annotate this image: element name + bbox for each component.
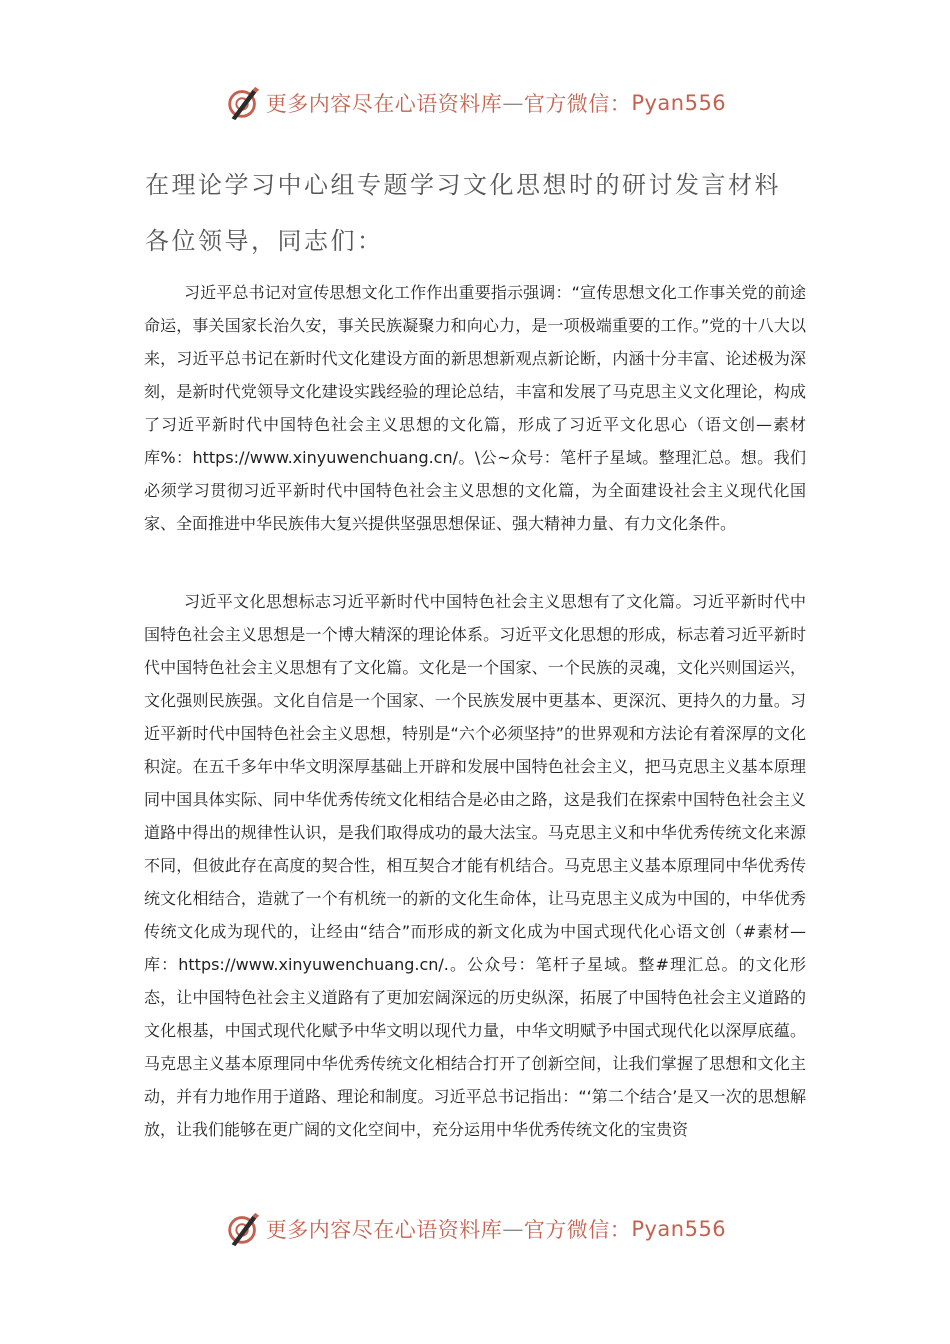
footer-banner: [0, 1209, 950, 1249]
wechat-label: 官方微信：: [523, 1218, 632, 1242]
pen-logo-icon: [224, 84, 262, 122]
wechat-id: Pyan556: [631, 91, 727, 115]
header-banner: [0, 83, 950, 123]
greeting: 各位领导，同志们：: [145, 227, 384, 255]
document-title: 在理论学习中心组专题学习文化思想时的研讨发言材料: [145, 171, 781, 199]
banner-text: 更多内容尽在心语资料库: [265, 1218, 503, 1242]
body-paragraph: 习近平文化思想标志习近平新时代中国特色社会主义思想有了文化篇。习近平新时代中国特色社会主义思想是一个博大精深的理论体系。习近平文化思想的形成，标志着习近平新时代中国特色社会主义思想有了文化篇。文化是一个国家、一个民族的灵魂，文化兴则国运兴，文化强则民族强。文化自信是一个国家、一个民族发展中更基本、更深沉、更持久的力量。习近平新时代中国特色社会主义思想，特别是“六个必须坚持”的世界观和方法论有着深厚的文化积淀。在五千多年中华文明深厚基础上开辟和发展中国特色社会主义，把马克思主义基本原理同中国具体实际、同中华优秀传统文化相结合是必由之路，这是我们在探索中国特色社会主义道路中得出的规律性认识，是我们取得成功的最大法宝。马克思主义和中华优秀传统文化来源不同，但彼此存在高度的契合性，相互契合才能有机结合。马克思主义基本原理同中华优秀传统文化相结合，造就了一个有机统一的新的文化生命体，让马克思主义成为中国的，中华优秀传统文化成为现代的，让经由“结合”而形成的新文化成为中国式现代化心语文创（#素材—库：https://www.xinyuwenchuang.cn/.。公众号：笔杆子星域。整#理汇总。的文化形态，让中国特色社会主义道路有了更加宏阔深远的历史纵深，拓展了中国特色社会主义道路的文化根基，中国式现代化赋予中华文明以现代力量，中华文明赋予中国式现代化以深厚底蕴。马克思主义基本原理同中华优秀传统文化相结合打开了创新空间，让我们掌握了思想和文化主动，并有力地作用于道路、理论和制度。习近平总书记指出：“‘第二个结合’是又一次的思想解放，让我们能够在更广阔的文化空间中，充分运用中华优秀传统文化的宝贵资: [144, 592, 806, 1139]
banner-separator: —: [502, 1217, 524, 1241]
wechat-label: 官方微信：: [523, 92, 632, 116]
body-paragraph: 习近平总书记对宣传思想文化工作作出重要指示强调：“宣传思想文化工作事关党的前途命运，事关国家长治久安，事关民族凝聚力和向心力，是一项极端重要的工作。”党的十八大以来，习近平总书记在新时代文化建设方面的新思想新观点新论断，内涵十分丰富、论述极为深刻，是新时代党领导文化建设实践经验的理论总结，丰富和发展了马克思主义文化理论，构成了习近平新时代中国特色社会主义思想的文化篇，形成了习近平文化思心（语文创—素材库%：https://www.xinyuwenchuang.cn/。\公~众号：笔杆子星域。整理汇总。想。我们必须学习贯彻习近平新时代中国特色社会主义思想的文化篇，为全面建设社会主义现代化国家、全面推进中华民族伟大复兴提供坚强思想保证、强大精神力量、有力文化条件。: [144, 283, 806, 533]
wechat-id: Pyan556: [631, 1217, 727, 1241]
banner-text: 更多内容尽在心语资料库: [265, 92, 503, 116]
pen-logo-icon: [224, 1210, 262, 1248]
banner-separator: —: [502, 91, 524, 115]
